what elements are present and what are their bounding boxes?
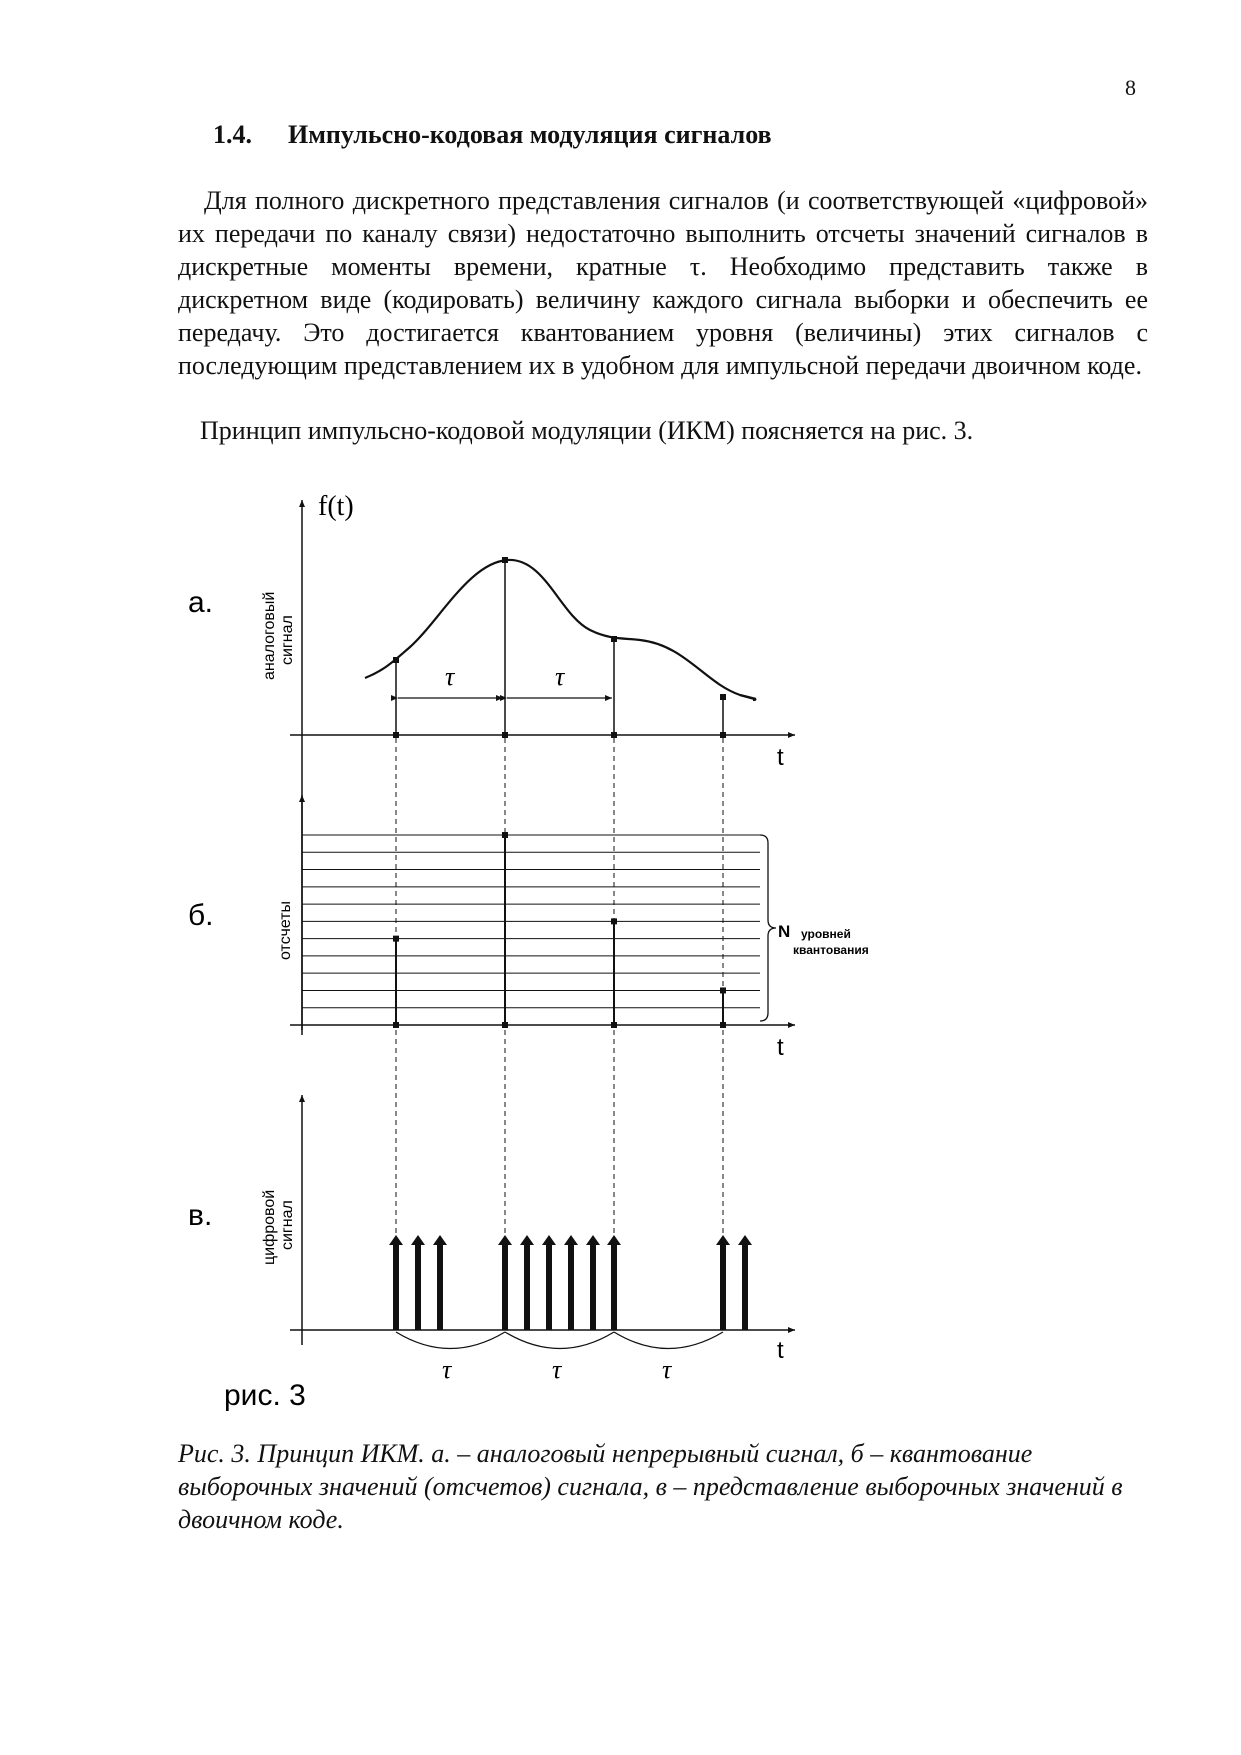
axis-mark-a-4	[720, 732, 726, 738]
panel-c-ylabel-line1: цифровой	[261, 1189, 278, 1265]
axis-mark-a-1	[393, 732, 399, 738]
tau-arc-2	[505, 1332, 614, 1349]
levels-label-n: N	[778, 922, 791, 941]
section-title: Импульсно-кодовая модуляция сигналов	[288, 120, 772, 149]
projection-lines	[396, 738, 723, 1238]
pulse-head-11	[738, 1235, 752, 1245]
pulse-head-3	[433, 1235, 447, 1245]
levels-label-line2: квантования	[793, 943, 869, 957]
quantization-levels	[302, 835, 760, 1008]
axis-mark-a-2	[502, 732, 508, 738]
quantized-sample-top-4	[720, 987, 726, 993]
tau-label-a-1: τ	[445, 662, 455, 691]
y-axis-label: f(t)	[318, 491, 354, 522]
axis-mark-b-2	[502, 1022, 508, 1028]
pulse-head-5	[520, 1235, 534, 1245]
pulse-head-4	[498, 1235, 512, 1245]
section-number: 1.4.	[213, 120, 252, 149]
digital-pulses	[389, 1235, 752, 1330]
panel-a-xlabel: t	[777, 744, 784, 771]
pulse-head-8	[586, 1235, 600, 1245]
tau-label-a-2: τ	[555, 662, 565, 691]
tau-label-c-2: τ	[552, 1355, 562, 1384]
axis-mark-b-1	[393, 1022, 399, 1028]
pulse-head-10	[716, 1235, 730, 1245]
pulse-head-2	[411, 1235, 425, 1245]
tau-label-c-1: τ	[442, 1355, 452, 1384]
figure-caption: Рис. 3. Принцип ИКМ. а. – аналоговый непрерывный сигнал, б – квантование выборочных значений (отсчетов) сигнала, в – представление выборочных значений в двоичном коде.	[178, 1439, 1123, 1534]
axis-mark-b-4	[720, 1022, 726, 1028]
body-paragraph-2: Принцип импульсно-кодовой модуляции (ИКМ) поясняется на рис. 3.	[200, 416, 974, 445]
quantized-sample-top-2	[502, 832, 508, 838]
levels-brace	[760, 835, 776, 1021]
panel-c-ylabel-line2: сигнал	[279, 1200, 296, 1250]
pulse-head-1	[389, 1235, 403, 1245]
panel-a-ylabel-line2: сигнал	[279, 615, 296, 665]
panel-a-ylabel-line1: аналоговый	[261, 591, 278, 680]
panel-b-xlabel: t	[777, 1034, 784, 1061]
panel-b-letter: б.	[188, 899, 214, 932]
panel-b-ylabel: отсчеты	[277, 900, 294, 960]
tau-arc-1	[396, 1332, 505, 1349]
quantized-samples	[393, 832, 726, 1028]
axis-mark-a-3	[611, 732, 617, 738]
quantized-sample-top-3	[611, 918, 617, 924]
body-paragraph-1: Для полного дискретного представления сигналов (и соответствующей «цифровой» их передачи по каналу связи) недостаточно выполнить отсчеты значений сигналов в дискретные моменты времени, кратные τ. Необходимо представить также в дискретном виде (кодировать) величину каждого сигнала выборки и обеспечить ее передачу. Это достигается квантованием уровня (величины) этих сигналов с последующим представлением их в удобном для импульсной передачи двоичном коде.	[178, 186, 1148, 380]
page-number: 8	[1125, 75, 1136, 100]
tau-label-c-3: τ	[662, 1355, 672, 1384]
figure-label: рис. 3	[224, 1379, 306, 1412]
axis-mark-b-3	[611, 1022, 617, 1028]
pulse-head-7	[564, 1235, 578, 1245]
panel-a-letter: а.	[188, 586, 214, 619]
pulse-head-6	[542, 1235, 556, 1245]
pulse-head-9	[607, 1235, 621, 1245]
quantized-sample-top-1	[393, 936, 399, 942]
levels-label-line1: уровней	[801, 927, 851, 941]
analog-signal-tail	[740, 695, 756, 699]
panel-c-xlabel: t	[777, 1337, 784, 1364]
tau-arc-3	[614, 1332, 723, 1349]
panel-c-letter: в.	[188, 1199, 213, 1232]
